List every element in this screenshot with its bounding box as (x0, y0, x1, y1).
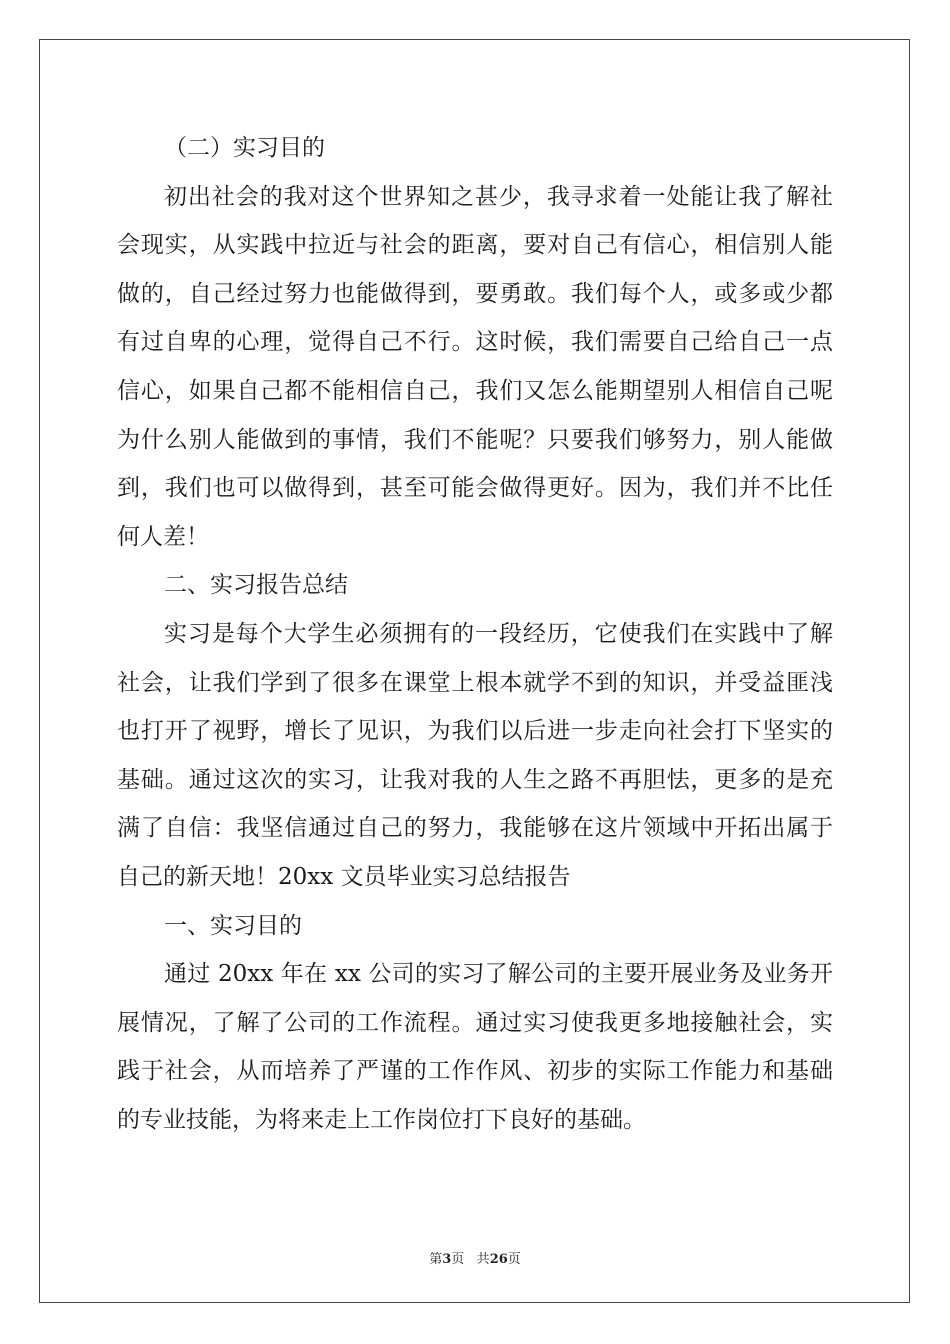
text-line: 信心，如果自己都不能相信自己，我们又怎么能期望别人相信自己呢 (117, 377, 833, 404)
text-line: 何人差！ (117, 523, 209, 550)
text-line: 实习是每个大学生必须拥有的一段经历，它使我们在实践中了解 (164, 620, 833, 647)
text-line: 展情况，了解了公司的工作流程。通过实习使我更多地接触社会，实 (117, 1009, 833, 1036)
text-line: 有过自卑的心理，觉得自己不行。这时候，我们需要自己给自己一点 (117, 329, 833, 356)
text-line: 践于社会，从而培养了严谨的工作作风、初步的实际工作能力和基础 (117, 1058, 833, 1085)
document-body (117, 124, 833, 1144)
total-page-count: 26 (489, 1252, 508, 1267)
text-line: 的专业技能，为将来走上工作岗位打下良好的基础。 (117, 1106, 646, 1133)
text-line: 为什么别人能做到的事情，我们不能呢？只要我们够努力，别人能做 (117, 426, 833, 453)
text-line: 一、实习目的 (164, 912, 302, 939)
total-prefix: 共 (476, 1252, 490, 1267)
page-footer (0, 1248, 950, 1267)
text-line: 社会，让我们学到了很多在课堂上根本就学不到的知识，并受益匪浅 (117, 669, 833, 696)
page-prefix: 第 (429, 1252, 443, 1267)
text-line: 初出社会的我对这个世界知之甚少，我寻求着一处能让我了解社 (164, 183, 833, 210)
text-line: 自己的新天地！20xx 文员毕业实习总结报告 (117, 863, 571, 890)
text-line: 也打开了视野，增长了见识，为我们以后进一步走向社会打下坚实的 (117, 718, 833, 745)
text-line: 二、实习报告总结 (164, 572, 348, 599)
text-line: 做的，自己经过努力也能做得到，要勇敢。我们每个人，或多或少都 (117, 280, 833, 307)
current-page-number: 3 (442, 1252, 452, 1267)
text-line: 满了自信：我坚信通过自己的努力，我能够在这片领域中开拓出属于 (117, 815, 833, 842)
page-suffix: 页 (451, 1252, 465, 1267)
text-line: 通过 20xx 年在 xx 公司的实习了解公司的主要开展业务及业务开 (164, 961, 833, 988)
text-line: 到，我们也可以做得到，甚至可能会做得更好。因为，我们并不比任 (117, 475, 833, 502)
text-line: （二）实习目的 (164, 135, 325, 161)
text-line: 会现实，从实践中拉近与社会的距离，要对自己有信心，相信别人能 (117, 232, 833, 259)
total-suffix: 页 (507, 1252, 521, 1267)
text-line: 基础。通过这次的实习，让我对我的人生之路不再胆怯，更多的是充 (117, 766, 833, 793)
